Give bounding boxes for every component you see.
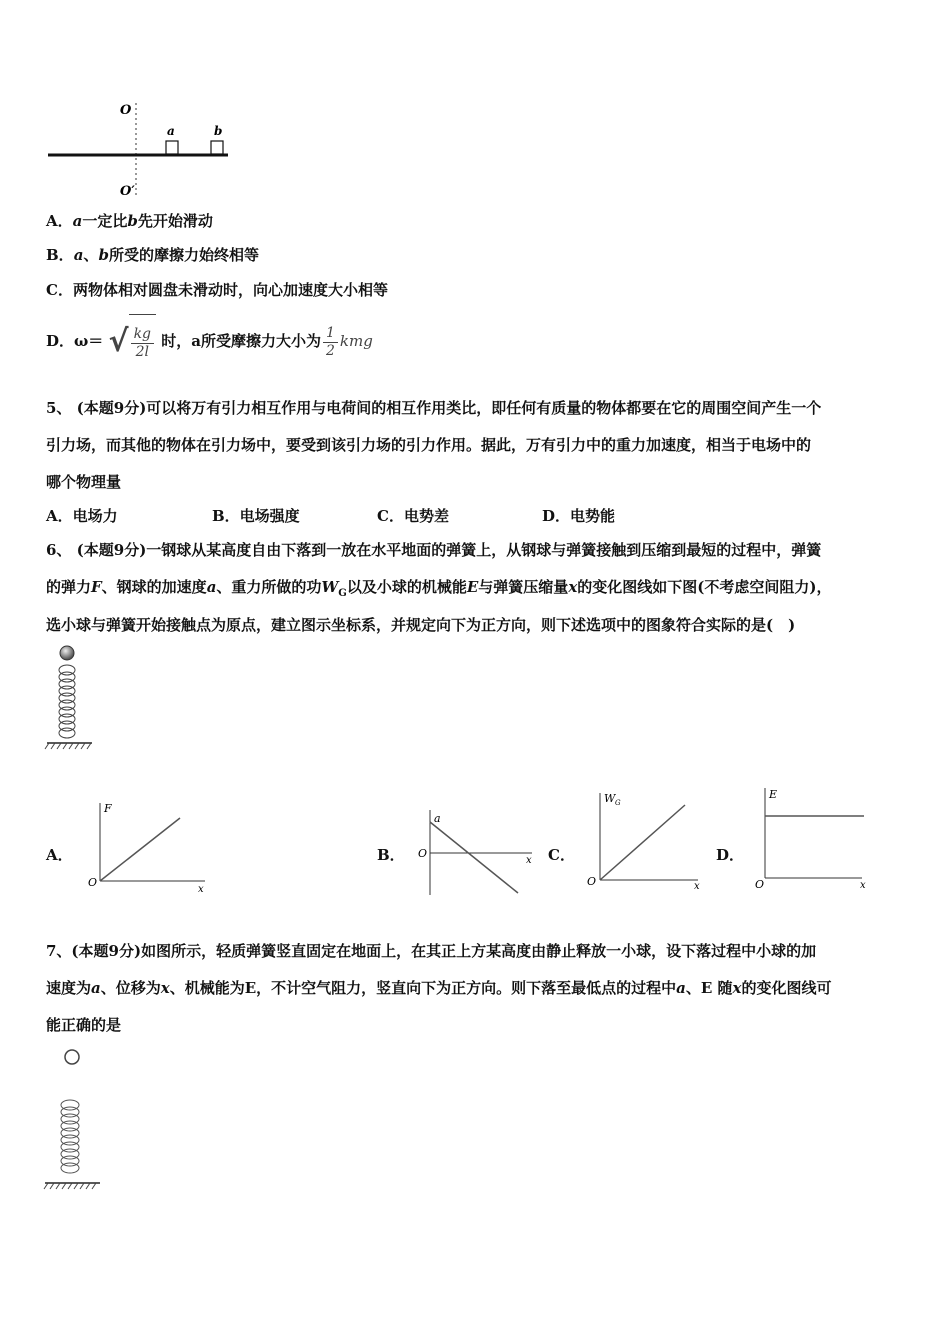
q7-spring-figure	[42, 1045, 104, 1195]
y-label: F	[104, 802, 112, 815]
block-b	[211, 141, 223, 154]
origin-label: O	[755, 878, 765, 891]
label-b: b	[214, 124, 223, 138]
q6-option-d-letter: D．	[716, 846, 745, 864]
ground-hatch	[45, 743, 91, 749]
q6-graph-c	[580, 785, 710, 890]
graph-line	[600, 805, 685, 880]
spring-coils	[59, 665, 75, 738]
q6-option-a-letter: A．	[46, 846, 73, 864]
q5-line-1: 5、 (本题9分)可以将万有引力相互作用与电荷间的相互作用类比，即任何有质量的物体都要在它的周围空间产生一个	[46, 399, 822, 417]
q5-line-3: 哪个物理量	[46, 473, 122, 491]
q6-option-c-letter: C．	[548, 846, 575, 864]
q5-option-b: B．电场强度	[212, 507, 300, 525]
graph-line	[430, 822, 518, 893]
label-a: a	[167, 124, 175, 138]
q6-graph-b	[410, 805, 540, 900]
origin-label: O	[418, 847, 428, 860]
q5-option-d: D．电势能	[542, 507, 616, 525]
graph-line	[100, 818, 180, 881]
q5-option-a: A．电场力	[46, 507, 118, 525]
q4-option-d: D．ω＝ √ $\frac{kg}{2l}$ 时，a所受摩擦力大小为 $\frac{1}{2}$ kmg	[46, 313, 373, 371]
q6-graph-d	[750, 782, 880, 892]
spring-coils	[61, 1100, 79, 1173]
x-label: x	[694, 881, 700, 890]
x-label: x	[860, 880, 866, 891]
x-label: x	[526, 855, 532, 866]
half-fraction: $\frac{1}{2}$	[323, 325, 338, 360]
q6-option-b-letter: B．	[377, 846, 405, 864]
turntable-figure	[40, 95, 240, 205]
q6-spring-figure	[44, 642, 100, 754]
ball	[65, 1050, 79, 1064]
y-label: E	[769, 788, 778, 801]
ground-hatch	[44, 1183, 96, 1189]
y-label-subscript: G	[615, 799, 621, 807]
steel-ball	[60, 646, 74, 660]
q4-option-c: C．两物体相对圆盘未滑动时，向心加速度大小相等	[46, 281, 388, 299]
axis-label-o-top: O	[120, 103, 132, 118]
q5-option-c: C．电势差	[377, 507, 449, 525]
sqrt-formula: √ $\frac{kg}{2l}$	[109, 314, 156, 371]
q4-option-a: A．a一定比b先开始滑动	[46, 212, 213, 230]
q6-graph-a	[80, 795, 220, 895]
origin-label: O	[587, 875, 597, 888]
q6-line-2: 的弹力F、钢球的加速度a、重力所做的功$W_G$以及小球的机械能E与弹簧压缩量x的变化图线如下图(不考虑空间阻力)，	[46, 578, 832, 599]
x-label: x	[198, 884, 204, 895]
q6-line-1: 6、 (本题9分)一钢球从某高度自由下落到一放在水平地面的弹簧上，从钢球与弹簧接触到压缩到最短的过程中，弹簧	[46, 541, 822, 559]
origin-label: O	[88, 876, 98, 889]
axis-label-o-bottom: O′	[120, 184, 135, 199]
q5-line-2: 引力场，而其他的物体在引力场中，要受到该引力场的引力作用。据此，万有引力中的重力加速度，相当于电场中的	[46, 436, 812, 454]
q7-line-3: 能正确的是	[46, 1016, 122, 1034]
q7-line-2: 速度为a、位移为x、机械能为E，不计空气阻力，竖直向下为正方向。则下落至最低点的过程中a、E 随x的变化图线可	[46, 979, 832, 997]
block-a	[166, 141, 178, 154]
q7-line-1: 7、(本题9分)如图所示，轻质弹簧竖直固定在地面上，在其正上方某高度由静止释放一小球，设下落过程中小球的加	[46, 942, 817, 960]
q4-option-b: B．a、b所受的摩擦力始终相等	[46, 246, 259, 264]
q6-line-3: 选小球与弹簧开始接触点为原点，建立图示坐标系，并规定向下为正方向，则下述选项中的图象符合实际的是( )	[46, 616, 796, 634]
y-label: a	[434, 812, 441, 825]
y-label: W	[604, 792, 616, 805]
